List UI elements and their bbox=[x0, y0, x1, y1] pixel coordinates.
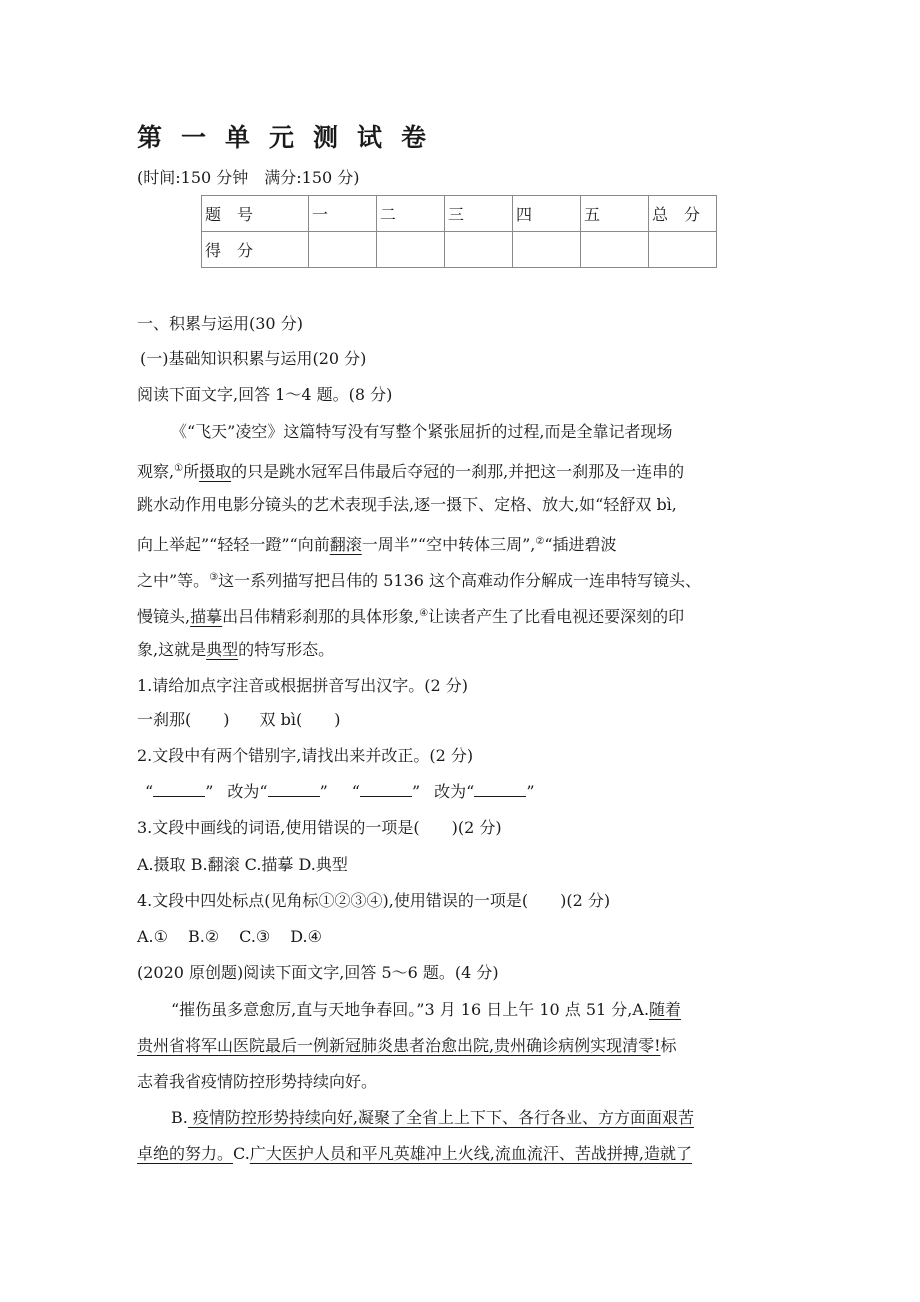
section-heading: 一、积累与运用(30 分) bbox=[137, 314, 303, 333]
instruction: (2020 原创题)阅读下面文字,回答 5～6 题。(4 分) bbox=[137, 963, 499, 982]
passage-line: 慢镜头,描摹出吕伟精彩刹那的具体形象,④让读者产生了比看电视还要深刻的印 bbox=[137, 607, 685, 626]
score-input-cell[interactable] bbox=[581, 232, 649, 268]
q2-answers: “ ” 改为“ ” “ ” 改为“ ” bbox=[145, 782, 535, 801]
q1-answer-b[interactable]: 双 bì( ) bbox=[259, 710, 341, 729]
table-cell: 四 bbox=[513, 196, 581, 232]
passage-line: 向上举起”“轻轻一蹬”“向前翻滚一周半”“空中转体三周”,②“插进碧波 bbox=[137, 535, 617, 554]
q4-options bbox=[137, 926, 322, 948]
underlined-sentence: 卓绝的努力。 bbox=[137, 1144, 234, 1163]
q3-options[interactable]: A.摄取 B.翻滚 C.描摹 D.典型 bbox=[137, 855, 348, 874]
underlined-term: 典型 bbox=[206, 640, 239, 659]
answer-blank[interactable] bbox=[360, 782, 412, 797]
score-table bbox=[201, 195, 717, 268]
question-2: 2.文段中有两个错别字,请找出来并改正。(2 分) bbox=[137, 746, 474, 765]
marker-2: ② bbox=[535, 536, 545, 547]
option-d[interactable]: D.④ bbox=[290, 927, 322, 946]
passage-line: 之中”等。③这一系列描写把吕伟的 5136 这个高难动作分解成一连串特写镜头、 bbox=[137, 571, 702, 590]
marker-1: ① bbox=[174, 463, 184, 474]
instruction: 阅读下面文字,回答 1～4 题。(8 分) bbox=[137, 385, 393, 404]
option-a[interactable]: A.① bbox=[137, 927, 168, 946]
table-cell: 二 bbox=[377, 196, 445, 232]
marker-3: ③ bbox=[209, 572, 219, 583]
score-input-cell[interactable] bbox=[649, 232, 717, 268]
passage-line: 志着我省疫情防控形势持续向好。 bbox=[137, 1072, 378, 1091]
score-input-cell[interactable] bbox=[445, 232, 513, 268]
passage-line: “摧伤虽多意愈厉,直与天地争春回。”3 月 16 日上午 10 点 51 分,A.随着 bbox=[171, 1000, 682, 1019]
table-row bbox=[202, 232, 717, 268]
marker-4: ④ bbox=[419, 608, 429, 619]
answer-blank[interactable] bbox=[268, 782, 320, 797]
table-cell: 一 bbox=[309, 196, 377, 232]
score-input-cell[interactable] bbox=[377, 232, 445, 268]
underlined-term: 摄取 bbox=[199, 462, 232, 481]
answer-blank[interactable] bbox=[474, 782, 526, 797]
passage-line: 贵州省将军山医院最后一例新冠肺炎患者治愈出院,贵州确诊病例实现清零!标 bbox=[137, 1036, 677, 1055]
question-3: 3.文段中画线的词语,使用错误的一项是( )(2 分) bbox=[137, 818, 502, 837]
passage-line: 观察,①所摄取的只是跳水冠军吕伟最后夺冠的一刹那,并把这一刹那及一连串的 bbox=[137, 462, 685, 481]
passage-line: 跳水动作用电影分镜头的艺术表现手法,逐一摄下、定格、放大,如“轻舒双 bì, bbox=[137, 495, 677, 514]
option-c[interactable]: C.③ bbox=[239, 927, 271, 946]
passage-line: 《“飞天”凌空》这篇特写没有写整个紧张屈折的过程,而是全靠记者现场 bbox=[171, 422, 673, 441]
table-cell: 总 分 bbox=[649, 196, 717, 232]
underlined-sentence: 广大医护人员和平凡英雄冲上火线,流血流汗、苦战拼搏,造就了 bbox=[249, 1144, 692, 1163]
underlined-sentence: 随着 bbox=[649, 1000, 682, 1019]
exam-meta: (时间:150 分钟 满分:150 分) bbox=[137, 168, 360, 187]
table-cell: 三 bbox=[445, 196, 513, 232]
sub-heading: (一)基础知识积累与运用(20 分) bbox=[140, 349, 367, 368]
question-1: 1.请给加点字注音或根据拼音写出汉字。(2 分) bbox=[137, 676, 469, 695]
underlined-sentence: 疫情防控形势持续向好,凝聚了全省上上下下、各行各业、方方面面艰苦 bbox=[187, 1108, 695, 1127]
table-cell: 得 分 bbox=[202, 232, 309, 268]
page-title: 第一单元测试卷 bbox=[137, 123, 446, 152]
passage-line: B. 疫情防控形势持续向好,凝聚了全省上上下下、各行各业、方方面面艰苦 bbox=[171, 1108, 695, 1127]
table-row bbox=[202, 196, 717, 232]
q1-answer-a[interactable]: 一刹那( ) bbox=[137, 710, 230, 729]
score-input-cell[interactable] bbox=[309, 232, 377, 268]
passage-line: 卓绝的努力。C.广大医护人员和平凡英雄冲上火线,流血流汗、苦战拼搏,造就了 bbox=[137, 1144, 692, 1163]
underlined-term: 描摹 bbox=[190, 607, 223, 626]
table-cell: 题 号 bbox=[202, 196, 309, 232]
q1-answers bbox=[137, 709, 340, 731]
underlined-sentence: 贵州省将军山医院最后一例新冠肺炎患者治愈出院,贵州确诊病例实现清零! bbox=[137, 1036, 661, 1055]
option-b[interactable]: B.② bbox=[187, 927, 220, 946]
question-4: 4.文段中四处标点(见角标①②③④),使用错误的一项是( )(2 分) bbox=[137, 891, 611, 910]
passage-line: 象,这就是典型的特写形态。 bbox=[137, 640, 335, 659]
underlined-term: 翻滚 bbox=[329, 535, 362, 554]
answer-blank[interactable] bbox=[153, 782, 205, 797]
score-input-cell[interactable] bbox=[513, 232, 581, 268]
table-cell: 五 bbox=[581, 196, 649, 232]
